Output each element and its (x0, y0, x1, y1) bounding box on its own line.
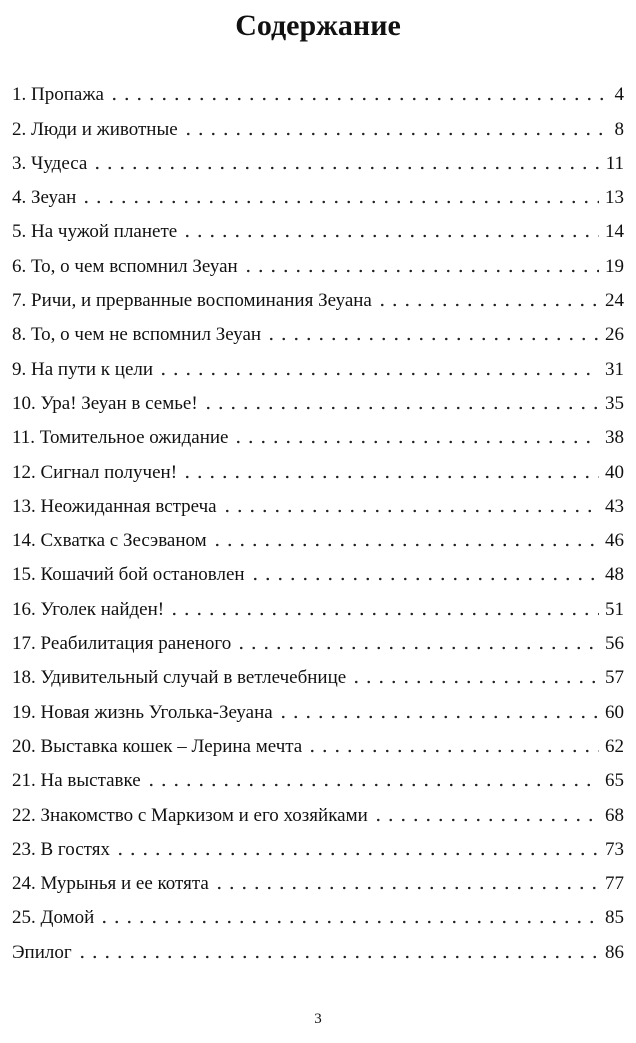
dot-leader (213, 886, 599, 890)
toc-entry-page: 56 (605, 633, 624, 655)
toc-entry (12, 175, 624, 209)
toc-entry (12, 484, 624, 518)
toc-entry (12, 724, 624, 758)
toc-entry-page: 11 (605, 152, 624, 174)
toc-entry-title: 24. Мурынья и ее котята (12, 873, 209, 895)
toc-entry-page: 19 (605, 255, 624, 277)
dot-leader (306, 749, 599, 753)
toc-entry-title: 10. Ура! Зеуан в семье! (12, 392, 198, 414)
dot-leader (80, 200, 599, 204)
dot-leader (372, 818, 599, 822)
toc-entry-title: 4. Зеуан (12, 187, 77, 209)
toc-entry-title: 3. Чудеса (12, 152, 88, 174)
toc-entry (12, 415, 624, 449)
toc-entry-title: 16. Уголек найден! (12, 598, 165, 620)
toc-entry-title: 14. Схватка с Зесэваном (12, 530, 207, 552)
dot-leader (168, 612, 599, 616)
toc-entry-page: 85 (605, 907, 624, 929)
dot-leader (350, 680, 599, 684)
toc-entry-title: 23. В гостях (12, 838, 110, 860)
dot-leader (181, 475, 599, 479)
page-title: Содержание (235, 9, 401, 42)
toc-entry-page: 4 (614, 84, 624, 106)
toc-entry-page: 46 (605, 530, 624, 552)
dot-leader (98, 920, 599, 924)
toc-entry (12, 278, 624, 312)
toc-entry (12, 141, 624, 175)
page-number: 3 (314, 1011, 322, 1027)
toc-entry-title: 13. Неожиданная встреча (12, 495, 217, 517)
dot-leader (221, 509, 599, 513)
dot-leader (76, 955, 599, 959)
dot-leader (91, 166, 599, 170)
toc-entry-title: 11. Томительное ожидание (12, 427, 229, 449)
toc-entry-page: 40 (605, 461, 624, 483)
toc-entry-page: 13 (605, 187, 624, 209)
dot-leader (181, 234, 599, 238)
toc-entry-page: 35 (605, 392, 624, 414)
toc-entry (12, 621, 624, 655)
toc-entry-title: 12. Сигнал получен! (12, 461, 178, 483)
toc-entry-page: 68 (605, 804, 624, 826)
toc-entry-page: 86 (605, 941, 624, 963)
toc-entry-page: 51 (605, 598, 624, 620)
toc-entry (12, 861, 624, 895)
toc-entry-title: 8. То, о чем не вспомнил Зеуан (12, 324, 262, 346)
dot-leader (265, 337, 599, 341)
table-of-contents (12, 72, 624, 964)
toc-entry-page: 8 (614, 118, 624, 140)
toc-entry-page: 57 (605, 667, 624, 689)
toc-entry (12, 518, 624, 552)
toc-entry-title: Эпилог (12, 941, 72, 963)
toc-entry (12, 586, 624, 620)
dot-leader (211, 543, 599, 547)
toc-entry-title: 17. Реабилитация раненого (12, 633, 232, 655)
toc-entry-page: 60 (605, 701, 624, 723)
toc-entry (12, 312, 624, 346)
toc-entry-title: 15. Кошачий бой остановлен (12, 564, 245, 586)
dot-leader (235, 646, 599, 650)
toc-entry-title: 19. Новая жизнь Уголька-Зеуана (12, 701, 273, 723)
toc-entry-title: 7. Ричи, и прерванные воспоминания Зеуана (12, 290, 372, 312)
toc-entry (12, 72, 624, 106)
toc-entry (12, 243, 624, 277)
toc-entry (12, 655, 624, 689)
toc-entry (12, 106, 624, 140)
dot-leader (202, 406, 599, 410)
dot-leader (114, 852, 599, 856)
toc-entry-title: 1. Пропажа (12, 84, 104, 106)
toc-entry (12, 929, 624, 963)
toc-entry-title: 9. На пути к цели (12, 358, 154, 380)
toc-entry-title: 5. На чужой планете (12, 221, 178, 243)
toc-entry-page: 24 (605, 290, 624, 312)
toc-entry-page: 38 (605, 427, 624, 449)
toc-entry-title: 2. Люди и животные (12, 118, 178, 140)
dot-leader (376, 303, 599, 307)
dot-leader (242, 269, 599, 273)
toc-entry-page: 62 (605, 735, 624, 757)
toc-entry-page: 77 (605, 873, 624, 895)
toc-entry-page: 31 (605, 358, 624, 380)
dot-leader (232, 440, 599, 444)
toc-entry-title: 25. Домой (12, 907, 95, 929)
dot-leader (145, 783, 599, 787)
toc-entry (12, 449, 624, 483)
dot-leader (277, 715, 599, 719)
dot-leader (249, 577, 599, 581)
toc-entry (12, 209, 624, 243)
toc-entry (12, 689, 624, 723)
dot-leader (182, 132, 609, 136)
toc-entry-title: 22. Знакомство с Маркизом и его хозяйками (12, 804, 368, 826)
toc-entry (12, 792, 624, 826)
toc-entry-page: 26 (605, 324, 624, 346)
toc-entry (12, 827, 624, 861)
toc-entry (12, 758, 624, 792)
toc-entry-page: 14 (605, 221, 624, 243)
toc-entry-title: 18. Удивительный случай в ветлечебнице (12, 667, 347, 689)
dot-leader (157, 372, 599, 376)
toc-entry-title: 6. То, о чем вспомнил Зеуан (12, 255, 238, 277)
toc-entry-title: 21. На выставке (12, 770, 141, 792)
toc-entry-title: 20. Выставка кошек – Лерина мечта (12, 735, 303, 757)
dot-leader (108, 97, 609, 101)
toc-entry (12, 552, 624, 586)
toc-entry (12, 895, 624, 929)
toc-entry-page: 65 (605, 770, 624, 792)
toc-entry (12, 346, 624, 380)
toc-entry-page: 48 (605, 564, 624, 586)
toc-entry-page: 73 (605, 838, 624, 860)
toc-entry (12, 381, 624, 415)
toc-entry-page: 43 (605, 495, 624, 517)
